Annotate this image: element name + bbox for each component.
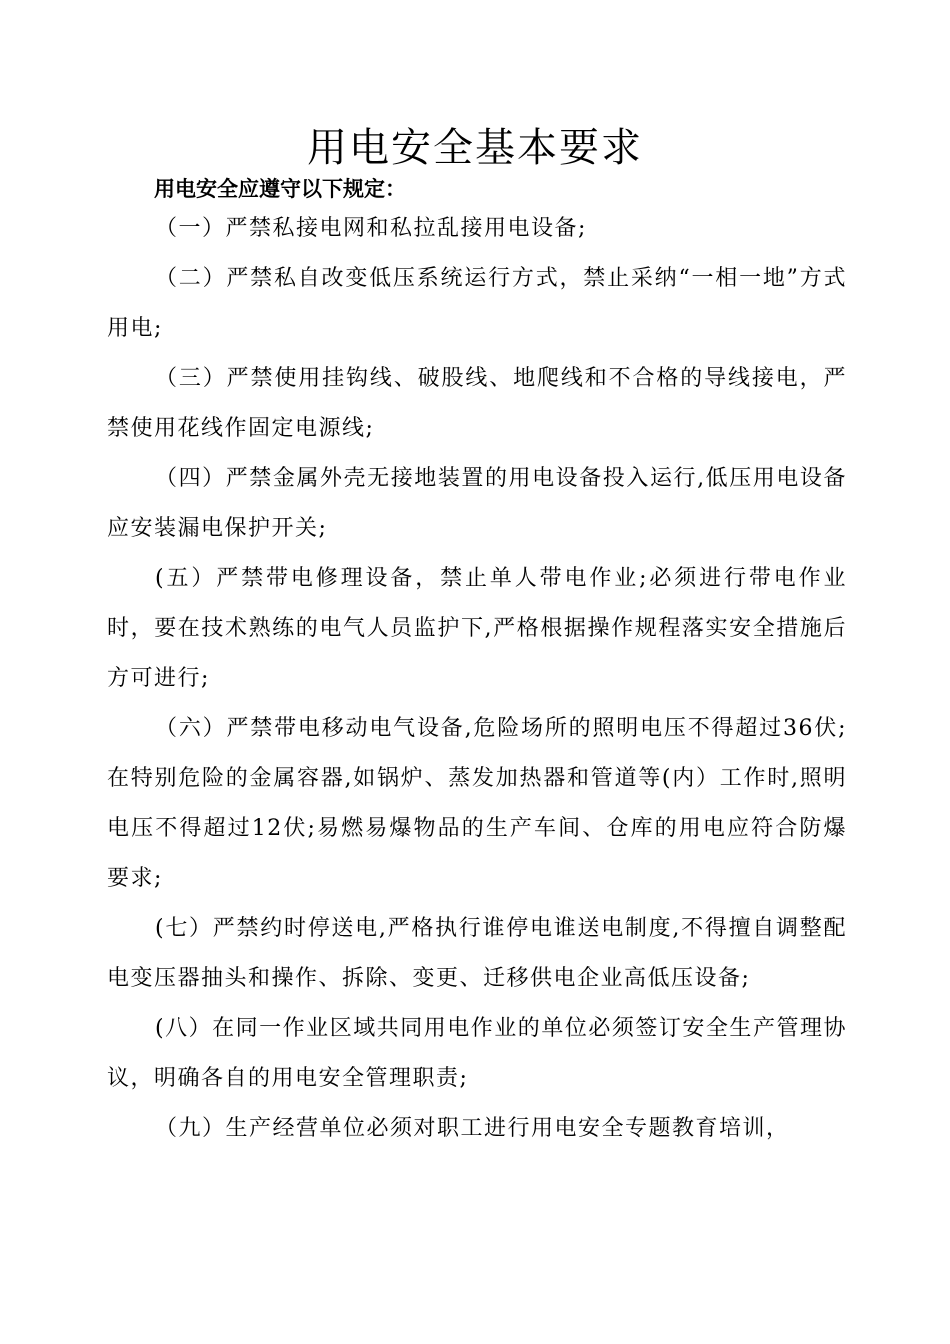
document-title: 用电安全基本要求 — [307, 125, 643, 171]
paragraph-5: (五）严禁带电修理设备，禁止单人带电作业;必须进行带电作业时，要在技术熟练的电气人员监护下,严格根据操作规程落实安全措施后方可进行; — [107, 566, 847, 691]
document-body — [107, 204, 847, 1154]
paragraph-3: （三）严禁使用挂钩线、破股线、地爬线和不合格的导线接电，严禁使用花线作固定电源线; — [107, 366, 847, 441]
paragraph-9: （九）生产经营单位必须对职工进行用电安全专题教育培训， — [155, 1116, 790, 1141]
paragraph-8: (八）在同一作业区域共同用电作业的单位必须签订安全生产管理协议，明确各自的用电安全管理职责; — [107, 1016, 847, 1091]
document-intro: 用电安全应遵守以下规定： — [154, 177, 406, 201]
paragraph-4: （四）严禁金属外壳无接地装置的用电设备投入运行,低压用电设备应安装漏电保护开关; — [107, 466, 847, 541]
paragraph-2: （二）严禁私自改变低压系统运行方式，禁止采纳“一相一地”方式用电; — [107, 266, 847, 341]
paragraph-7: (七）严禁约时停送电,严格执行谁停电谁送电制度,不得擅自调整配电变压器抽头和操作、拆除、变更、迁移供电企业高低压设备; — [107, 916, 847, 991]
paragraph-1: （一）严禁私接电网和私拉乱接用电设备; — [155, 216, 587, 241]
paragraph-6: （六）严禁带电移动电气设备,危险场所的照明电压不得超过36伏;在特别危险的金属容器,如锅炉、蒸发加热器和管道等(内）工作时,照明电压不得超过12伏;易燃易爆物品的生产车间、仓库的用电应符合防爆要求; — [107, 716, 847, 891]
